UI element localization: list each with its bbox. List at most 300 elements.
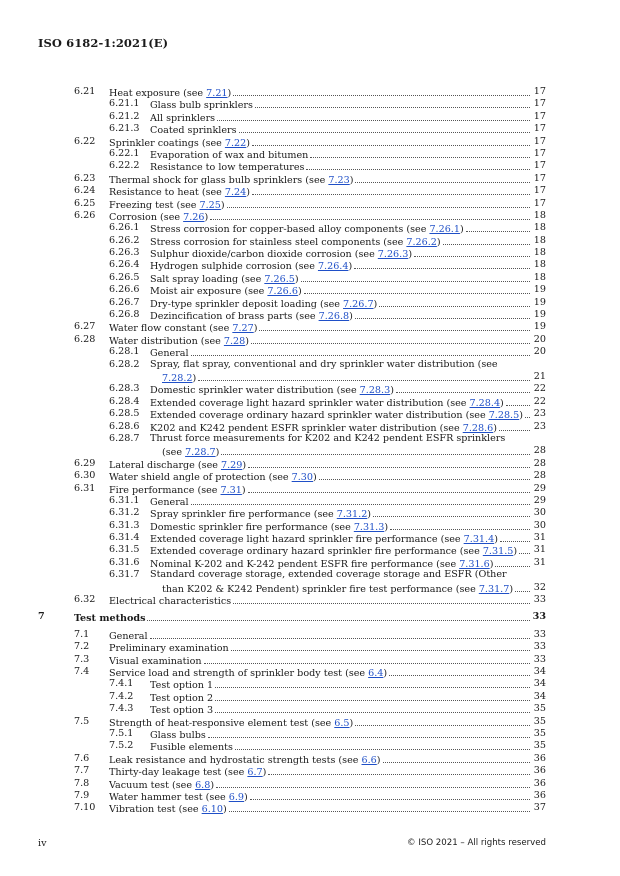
toc-entry-suffix: ) xyxy=(220,199,225,211)
toc-entry-page: 18 xyxy=(533,209,546,221)
toc-entry-number: 7 xyxy=(38,611,45,623)
toc-entry-suffix: ) xyxy=(373,298,378,310)
toc-entry-label: Corrosion (see xyxy=(109,211,184,223)
toc-entry[interactable] xyxy=(0,778,620,790)
toc-entry-label: Thermal shock for glass bulb sprinklers (see xyxy=(109,174,329,186)
cross-reference-link[interactable]: 7.31.5 xyxy=(482,546,514,558)
toc-entry-number: 6.21 xyxy=(74,86,96,97)
cross-reference-link[interactable]: 7.23 xyxy=(328,174,350,186)
toc-entry[interactable] xyxy=(0,703,620,715)
toc-entry[interactable] xyxy=(0,678,620,690)
dot-leader xyxy=(383,753,530,763)
toc-entry-label: Strength of heat-responsive element test (see xyxy=(109,717,335,729)
toc-entry-label: Test methods xyxy=(74,613,146,625)
cross-reference-link[interactable]: 7.21 xyxy=(206,88,228,99)
toc-entry-page: 36 xyxy=(533,752,546,764)
toc-entry-label: General xyxy=(150,496,189,508)
cross-reference-link[interactable]: 7.28.2 xyxy=(162,372,193,384)
toc-entry-page: 36 xyxy=(533,777,546,789)
dot-leader xyxy=(252,136,530,146)
toc-entry[interactable] xyxy=(0,198,620,210)
toc-entry-label: Test option 1 xyxy=(150,680,214,692)
toc-entry-number: 6.23 xyxy=(74,172,96,184)
toc-entry-suffix: ) xyxy=(223,804,227,816)
toc-entry[interactable] xyxy=(0,421,620,433)
dot-leader xyxy=(390,520,530,530)
cross-reference-link[interactable]: 7.26 xyxy=(183,211,205,223)
toc-entry-number: 6.28.4 xyxy=(109,395,140,407)
toc-entry-suffix: ) xyxy=(459,224,464,236)
toc-entry-label: Evaporation of wax and bitumen xyxy=(150,149,309,161)
toc-entry[interactable] xyxy=(0,160,620,172)
toc-entry-number: 7.4 xyxy=(74,666,90,678)
toc-entry-page: 17 xyxy=(533,86,546,97)
dot-leader xyxy=(443,235,530,245)
toc-entry-number: 6.22.1 xyxy=(109,147,140,159)
cross-reference-link[interactable]: 7.24 xyxy=(224,187,247,199)
toc-entry-label: Water shield angle of protection (see xyxy=(109,472,292,484)
toc-entry[interactable] xyxy=(0,629,620,641)
toc-entry-page: 17 xyxy=(533,160,546,172)
toc-entry-label: Resistance to heat (see xyxy=(109,187,225,199)
toc-entry-label: Extended coverage light hazard sprinkler fire performance (see xyxy=(150,534,464,546)
dot-leader xyxy=(310,148,530,158)
toc-entry[interactable] xyxy=(0,111,620,123)
toc-entry-number: 6.22 xyxy=(74,135,96,147)
toc-entry[interactable] xyxy=(0,383,620,395)
toc-entry[interactable] xyxy=(0,309,620,321)
cross-reference-link[interactable]: 7.28.3 xyxy=(359,385,391,397)
toc-entry-number: 6.26.1 xyxy=(109,222,140,234)
toc-entry-title-line1: Standard coverage storage, extended coverage storage and ESFR (Other xyxy=(150,569,507,581)
toc-entry[interactable] xyxy=(0,520,620,532)
toc-entry-number: 6.30 xyxy=(74,470,96,482)
toc-entry-suffix: ) xyxy=(294,273,299,285)
cross-reference-link[interactable]: 7.28.6 xyxy=(462,422,494,434)
dot-leader xyxy=(301,272,530,282)
toc-entry-title xyxy=(74,613,145,625)
toc-entry-number: 6.26.2 xyxy=(109,234,140,246)
toc-entry-label: Water distribution (see xyxy=(109,335,224,347)
cross-reference-link[interactable]: 7.25 xyxy=(199,199,221,211)
toc-entry[interactable] xyxy=(0,495,620,507)
toc-entry-suffix: ) xyxy=(242,459,247,471)
toc-entry[interactable] xyxy=(0,396,620,408)
toc-entry[interactable] xyxy=(0,654,620,666)
toc-entry-page: 18 xyxy=(533,247,546,259)
toc-entry[interactable] xyxy=(0,321,620,333)
toc-entry[interactable] xyxy=(0,284,620,296)
toc-entry[interactable] xyxy=(0,433,620,458)
toc-entry-label: Vacuum test (see xyxy=(109,779,196,791)
cross-reference-link[interactable]: 6.9 xyxy=(228,791,245,803)
toc-entry-suffix: ) xyxy=(246,137,251,149)
toc-entry[interactable] xyxy=(0,136,620,148)
toc-entry-label: Vibration test (see xyxy=(109,804,202,816)
toc-entry[interactable] xyxy=(0,716,620,728)
toc-entry[interactable] xyxy=(0,458,620,470)
dot-leader xyxy=(466,222,530,232)
toc-entry-suffix: ) xyxy=(192,372,197,384)
toc-entry-number: 6.28.6 xyxy=(109,420,140,432)
toc-entry-label: Freezing test (see xyxy=(109,199,200,211)
cross-reference-link[interactable]: 7.31.3 xyxy=(353,521,385,533)
cross-reference-link[interactable]: 7.31.6 xyxy=(459,558,490,570)
toc-entry-page: 33 xyxy=(533,628,546,640)
toc-entry-number: 6.21.2 xyxy=(109,110,140,122)
toc-entry-number: 7.5.1 xyxy=(109,727,134,739)
toc-entry-page: 36 xyxy=(533,789,546,801)
dot-leader xyxy=(499,421,530,431)
toc-entry[interactable] xyxy=(0,86,620,98)
toc-entry[interactable] xyxy=(0,173,620,185)
cross-reference-link[interactable]: 7.30 xyxy=(291,472,314,484)
toc-entry-label: Fusible elements xyxy=(150,742,233,754)
toc-entry[interactable] xyxy=(0,334,620,346)
toc-entry-label: Lateral discharge (see xyxy=(109,459,221,471)
cross-reference-link[interactable]: 7.26.4 xyxy=(317,261,349,273)
toc-entry-label: Service load and strength of sprinkler body test (see xyxy=(109,668,369,680)
dot-leader xyxy=(233,86,530,96)
toc-entry-page: 23 xyxy=(533,420,546,432)
cross-reference-link[interactable]: 6.8 xyxy=(195,779,211,791)
toc-entry-number: 7.9 xyxy=(74,789,90,801)
cross-reference-link[interactable]: 7.29 xyxy=(220,459,243,471)
toc-entry-title xyxy=(109,596,231,608)
dot-leader xyxy=(248,483,530,493)
toc-entry-label: Leak resistance and hydrostatic strength tests (see xyxy=(109,754,362,766)
dot-leader xyxy=(229,802,530,812)
dot-leader xyxy=(304,284,530,294)
toc-entry-number: 7.4.1 xyxy=(109,678,134,690)
toc-entry-label: Test option 3 xyxy=(150,705,214,717)
dot-leader xyxy=(191,346,530,356)
toc-entry[interactable] xyxy=(0,594,620,606)
toc-entry-label: All sprinklers xyxy=(150,112,216,124)
cross-reference-link[interactable]: 7.28 xyxy=(223,335,246,347)
toc-entry-title-line1: Thrust force measurements for K202 and K242 pendent ESFR sprinklers xyxy=(150,432,506,444)
toc-entry-label: Glass bulbs xyxy=(150,729,206,741)
toc-entry-page: 17 xyxy=(533,110,546,122)
dot-leader xyxy=(355,716,530,726)
toc-entry-page: 33 xyxy=(533,641,546,653)
toc-entry[interactable] xyxy=(0,728,620,740)
toc-entry-number: 7.4.2 xyxy=(109,690,134,702)
toc-entry-suffix: ) xyxy=(390,385,394,397)
toc-entry-number: 6.31.7 xyxy=(109,569,140,581)
toc-entry-page: 34 xyxy=(533,678,546,690)
toc-entry-page: 17 xyxy=(533,135,546,147)
toc-entry[interactable] xyxy=(0,235,620,247)
dot-leader xyxy=(506,396,530,406)
toc-entry-number: 6.25 xyxy=(74,197,96,209)
toc-entry[interactable] xyxy=(0,544,620,556)
toc-entry-label: Resistance to low temperatures xyxy=(150,162,305,174)
dot-leader xyxy=(495,557,530,567)
table-of-contents xyxy=(0,86,620,815)
dot-leader xyxy=(233,594,530,604)
cross-reference-link[interactable]: 7.27 xyxy=(232,323,254,335)
cross-reference-link[interactable]: 7.26.6 xyxy=(267,286,298,298)
toc-entry-suffix: ) xyxy=(349,311,353,323)
toc-entry-page: 33 xyxy=(532,611,546,623)
toc-entry-label: Preliminary examination xyxy=(109,643,229,655)
toc-entry-label: Domestic sprinkler fire performance (see xyxy=(150,521,354,533)
toc-entry-number: 6.31.1 xyxy=(109,494,140,506)
toc-entry-page: 34 xyxy=(533,666,546,678)
toc-entry-number: 7.6 xyxy=(74,752,90,764)
toc-entry-page: 28 xyxy=(533,457,546,469)
toc-entry-page: 17 xyxy=(533,172,546,184)
toc-entry-suffix: ) xyxy=(436,236,441,248)
toc-entry[interactable] xyxy=(0,641,620,653)
toc-entry-number: 6.28.7 xyxy=(109,432,140,444)
cross-reference-link[interactable]: 7.28.4 xyxy=(469,397,501,409)
cross-reference-link[interactable]: 6.4 xyxy=(368,668,384,680)
toc-entry-number: 6.27 xyxy=(74,321,96,333)
toc-entry-suffix: ) xyxy=(262,767,267,779)
toc-entry-number: 6.22.2 xyxy=(109,160,140,172)
toc-entry[interactable] xyxy=(0,753,620,765)
toc-entry-label: Salt spray loading (see xyxy=(150,273,265,285)
toc-entry-label: Water flow constant (see xyxy=(109,323,233,335)
dot-leader xyxy=(354,259,530,269)
cross-reference-link[interactable]: 7.28.5 xyxy=(488,410,520,422)
toc-entry-suffix: ) xyxy=(383,668,388,680)
toc-entry-label: General xyxy=(150,348,189,360)
toc-entry-number: 6.31.3 xyxy=(109,519,140,531)
toc-entry-number: 6.21.3 xyxy=(109,123,140,135)
toc-entry-number: 6.32 xyxy=(74,594,96,606)
dot-leader xyxy=(217,111,530,121)
toc-entry[interactable] xyxy=(0,359,620,384)
toc-entry-page: 18 xyxy=(533,234,546,246)
cross-reference-link[interactable]: 6.7 xyxy=(247,767,263,779)
toc-entry-number: 6.31.6 xyxy=(109,556,140,568)
toc-entry-page: 19 xyxy=(533,309,546,321)
toc-entry[interactable] xyxy=(0,569,620,594)
toc-entry[interactable] xyxy=(0,346,620,358)
toc-entry-number: 6.26.6 xyxy=(109,284,140,296)
toc-entry[interactable] xyxy=(0,740,620,752)
toc-entry-number: 7.5 xyxy=(74,715,90,727)
toc-entry-label: Visual examination xyxy=(109,655,202,667)
toc-entry-page: 31 xyxy=(533,532,546,544)
toc-entry-suffix: ) xyxy=(519,410,523,422)
toc-entry[interactable] xyxy=(0,247,620,259)
toc-entry-label: Heat exposure (see xyxy=(109,88,207,99)
toc-entry-number: 6.31.5 xyxy=(109,544,140,556)
toc-entry[interactable] xyxy=(0,507,620,519)
toc-entry-label: Sprinkler coatings (see xyxy=(109,137,225,149)
toc-entry-number: 6.28.1 xyxy=(109,346,140,358)
toc-entry-page: 28 xyxy=(533,445,546,457)
cross-reference-link[interactable]: 6.5 xyxy=(334,717,350,729)
cross-reference-link[interactable]: 7.31.2 xyxy=(336,509,368,521)
toc-entry[interactable] xyxy=(0,259,620,271)
dot-leader xyxy=(525,408,530,418)
toc-entry-page: 35 xyxy=(533,703,546,715)
toc-entry-page: 18 xyxy=(533,259,546,271)
document-header: ISO 6182-1:2021(E) xyxy=(38,36,169,50)
toc-entry-suffix: ) xyxy=(204,211,209,223)
toc-entry-number: 6.31.2 xyxy=(109,507,140,519)
toc-entry-page: 33 xyxy=(533,594,546,606)
dot-leader xyxy=(208,728,530,738)
toc-entry-number: 6.31 xyxy=(74,482,96,494)
dot-leader xyxy=(515,582,530,592)
toc-entry-suffix: ) xyxy=(348,261,353,273)
toc-entry[interactable] xyxy=(0,470,620,482)
cross-reference-link[interactable]: 7.26.7 xyxy=(343,298,374,310)
toc-entry-suffix: ) xyxy=(509,583,514,595)
cross-reference-link[interactable]: 6.6 xyxy=(361,754,377,766)
toc-entry-page: 35 xyxy=(533,715,546,727)
cross-reference-link[interactable]: 7.26.3 xyxy=(377,249,409,261)
toc-entry-page: 29 xyxy=(533,482,546,494)
cross-reference-link[interactable]: 7.26.8 xyxy=(318,311,350,323)
toc-entry-page: 22 xyxy=(533,383,546,395)
toc-entry-page: 17 xyxy=(533,123,546,135)
dot-leader xyxy=(379,297,530,307)
page-number: iv xyxy=(38,838,47,849)
dot-leader xyxy=(231,641,530,651)
toc-entry-page: 17 xyxy=(533,197,546,209)
toc-entry[interactable] xyxy=(0,123,620,135)
cross-reference-link[interactable]: 6.10 xyxy=(201,804,224,816)
toc-entry-page: 20 xyxy=(533,333,546,345)
toc-entry-number: 6.26.3 xyxy=(109,247,140,259)
dot-leader xyxy=(198,371,530,381)
dot-leader xyxy=(500,532,530,542)
toc-entry-page: 35 xyxy=(533,740,546,752)
toc-entry[interactable] xyxy=(0,802,620,814)
dot-leader xyxy=(216,778,530,788)
toc-entry-label: Moist air exposure (see xyxy=(150,286,268,298)
toc-entry-page: 33 xyxy=(533,653,546,665)
toc-entry[interactable] xyxy=(0,790,620,802)
toc-entry-number: 7.1 xyxy=(74,628,90,640)
toc-entry[interactable] xyxy=(0,408,620,420)
toc-entry[interactable] xyxy=(0,532,620,544)
toc-entry[interactable] xyxy=(0,272,620,284)
toc-entry[interactable] xyxy=(0,297,620,309)
toc-entry-label: Electrical characteristics xyxy=(109,596,232,608)
toc-entry-suffix: ) xyxy=(408,249,413,261)
dot-leader xyxy=(373,507,530,517)
dot-leader xyxy=(519,544,530,554)
toc-entry-suffix: ) xyxy=(215,447,220,459)
dot-leader xyxy=(255,98,530,108)
dot-leader xyxy=(235,740,530,750)
toc-entry-title xyxy=(109,804,227,816)
toc-entry-suffix: ) xyxy=(297,286,302,298)
toc-entry-page: 23 xyxy=(533,408,546,420)
toc-entry-suffix: ) xyxy=(494,534,498,546)
toc-entry[interactable] xyxy=(0,210,620,222)
toc-entry-label: Test option 2 xyxy=(150,692,214,704)
toc-entry[interactable] xyxy=(0,148,620,160)
toc-entry-label: Dry-type sprinkler deposit loading (see xyxy=(150,298,344,310)
dot-leader xyxy=(215,703,530,713)
dot-leader xyxy=(239,123,530,133)
toc-entry[interactable] xyxy=(0,483,620,495)
dot-leader xyxy=(252,185,530,195)
toc-entry-label: Fire performance (see xyxy=(109,484,221,496)
toc-entry-number: 6.28.5 xyxy=(109,408,140,420)
toc-entry-number: 6.26.5 xyxy=(109,271,140,283)
dot-leader xyxy=(147,611,530,621)
toc-entry-number: 7.8 xyxy=(74,777,90,789)
toc-entry-suffix: ) xyxy=(227,88,232,99)
toc-entry-page: 31 xyxy=(533,556,546,568)
toc-entry[interactable] xyxy=(0,222,620,234)
cross-reference-link[interactable]: 7.26.2 xyxy=(406,236,437,248)
toc-entry-suffix: ) xyxy=(349,717,354,729)
toc-entry-label: Glass bulb sprinklers xyxy=(150,100,253,112)
toc-entry-page: 19 xyxy=(533,284,546,296)
cross-reference-link[interactable]: 7.26.1 xyxy=(429,224,460,236)
cross-reference-link[interactable]: 7.26.5 xyxy=(264,273,295,285)
toc-entry[interactable] xyxy=(0,611,620,623)
toc-entry-number: 7.3 xyxy=(74,653,90,665)
toc-entry[interactable] xyxy=(0,557,620,569)
cross-reference-link[interactable]: 7.31.7 xyxy=(478,583,510,595)
toc-entry-page: 35 xyxy=(533,727,546,739)
toc-entry-number: 6.26.7 xyxy=(109,296,140,308)
toc-entry-label: Sulphur dioxide/carbon dioxide corrosion (see xyxy=(150,249,378,261)
toc-entry-number: 6.29 xyxy=(74,457,96,469)
toc-entry[interactable] xyxy=(0,98,620,110)
toc-entry-suffix: ) xyxy=(493,422,497,434)
toc-entry-label: Coated sprinklers xyxy=(150,125,237,137)
toc-entry-number: 6.26.8 xyxy=(109,309,140,321)
toc-entry-number: 6.24 xyxy=(74,185,96,197)
toc-entry[interactable] xyxy=(0,185,620,197)
toc-entry[interactable] xyxy=(0,691,620,703)
cross-reference-link[interactable]: 7.31 xyxy=(220,484,242,496)
toc-entry-title-line1: Spray, flat spray, conventional and dry sprinkler water distribution (see xyxy=(150,358,498,370)
toc-entry-page: 17 xyxy=(533,185,546,197)
toc-entry[interactable] xyxy=(0,765,620,777)
toc-entry-number: 7.5.2 xyxy=(109,740,134,752)
toc-entry-page: 18 xyxy=(533,271,546,283)
dot-leader xyxy=(414,247,530,257)
toc-entry-page: 36 xyxy=(533,765,546,777)
dot-leader xyxy=(306,160,530,170)
cross-reference-link[interactable]: 7.28.7 xyxy=(185,447,216,459)
toc-entry-label: than K202 & K242 Pendent) sprinkler fire test performance (see xyxy=(162,583,479,595)
toc-entry-label: Spray sprinkler fire performance (see xyxy=(150,509,337,521)
toc-entry[interactable] xyxy=(0,666,620,678)
dot-leader xyxy=(221,445,530,455)
dot-leader xyxy=(210,210,530,220)
toc-entry-suffix: ) xyxy=(244,791,248,803)
toc-entry-page: 30 xyxy=(533,507,546,519)
cross-reference-link[interactable]: 7.31.4 xyxy=(463,534,495,546)
cross-reference-link[interactable]: 7.22 xyxy=(224,137,247,149)
toc-entry-suffix: ) xyxy=(489,558,494,570)
toc-entry-suffix: ) xyxy=(246,187,251,199)
toc-entry-label: Extended coverage light hazard sprinkler water distribution (see xyxy=(150,397,470,409)
toc-entry-page: 17 xyxy=(533,98,546,110)
toc-entry-page: 29 xyxy=(533,494,546,506)
toc-entry-page: 18 xyxy=(533,222,546,234)
toc-entry-page: 32 xyxy=(533,581,546,593)
toc-entry-number: 6.28 xyxy=(74,333,96,345)
toc-entry-number: 6.28.3 xyxy=(109,383,140,395)
toc-entry-number: 6.26.4 xyxy=(109,259,140,271)
